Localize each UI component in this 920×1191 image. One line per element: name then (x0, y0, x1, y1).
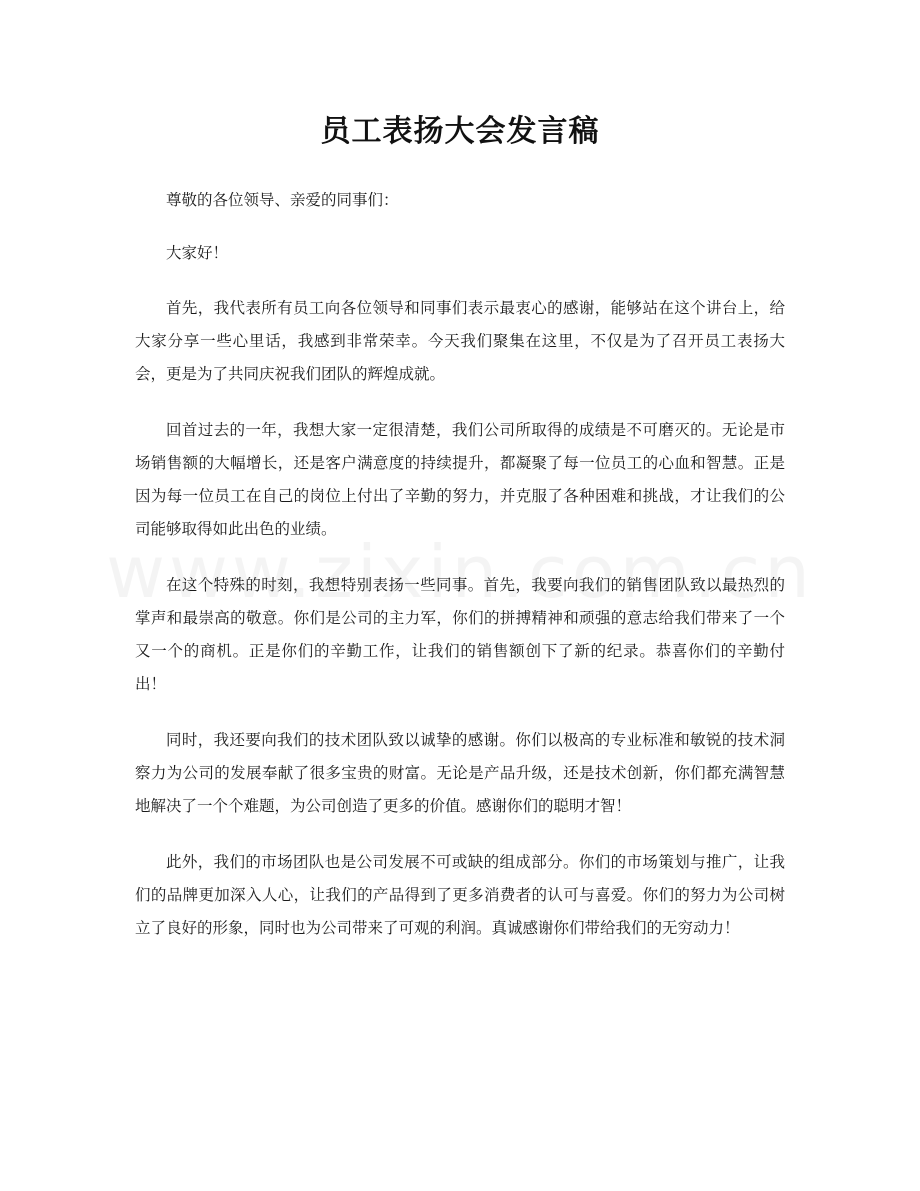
greeting: 大家好！ (166, 244, 229, 262)
page-title: 员工表扬大会发言稿 (320, 114, 600, 149)
paragraph: 此外，我们的市场团队也是公司发展不可或缺的组成部分。你们的市场策划与推广，让我们的品牌更加深入人心，让我们的产品得到了更多消费者的认可与喜爱。你们的努力为公司树立了良好的形象，同时也为公司带来了可观的利润。真诚感谢你们带给我们的无穷动力！ (135, 853, 785, 937)
salutation: 尊敬的各位领导、亲爱的同事们： (166, 191, 399, 209)
document-body (135, 184, 785, 968)
paragraph: 同时，我还要向我们的技术团队致以诚挚的感谢。你们以极高的专业标准和敏锐的技术洞察力为公司的发展奉献了很多宝贵的财富。无论是产品升级，还是技术创新，你们都充满智慧地解决了一个个难题，为公司创造了更多的价值。感谢你们的聪明才智！ (135, 731, 785, 815)
paragraph: 首先，我代表所有员工向各位领导和同事们表示最衷心的感谢，能够站在这个讲台上，给大家分享一些心里话，我感到非常荣幸。今天我们聚集在这里，不仅是为了召开员工表扬大会，更是为了共同庆祝我们团队的辉煌成就。 (135, 299, 785, 383)
paragraph: 在这个特殊的时刻，我想特别表扬一些同事。首先，我要向我们的销售团队致以最热烈的掌声和最崇高的敬意。你们是公司的主力军，你们的拼搏精神和顽强的意志给我们带来了一个又一个的商机。正是你们的辛勤工作，让我们的销售额创下了新的纪录。恭喜你们的辛勤付出！ (135, 576, 785, 693)
paragraph: 回首过去的一年，我想大家一定很清楚，我们公司所取得的成绩是不可磨灭的。无论是市场销售额的大幅增长，还是客户满意度的持续提升，都凝聚了每一位员工的心血和智慧。正是因为每一位员工在自己的岗位上付出了辛勤的努力，并克服了各种困难和挑战，才让我们的公司能够取得如此出色的业绩。 (135, 421, 785, 538)
